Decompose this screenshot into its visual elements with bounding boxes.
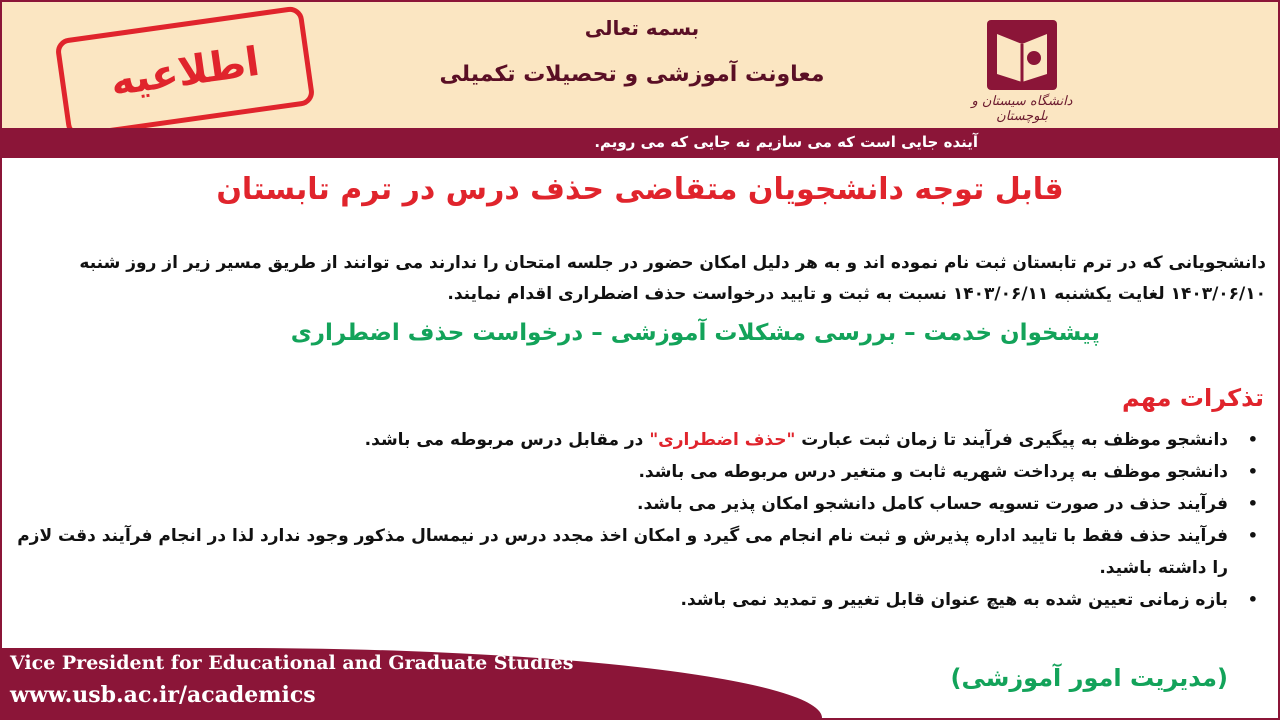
vice-title: معاونت آموزشی و تحصیلات تکمیلی <box>439 62 825 87</box>
service-path: پیشخوان خدمت – بررسی مشکلات آموزشی – درخواست حذف اضطراری <box>290 320 1100 346</box>
note-item <box>14 424 1258 456</box>
note-text: فرآیند حذف در صورت تسویه حساب کامل دانشجو امکان پذیر می باشد. <box>636 494 1228 514</box>
note-text: فرآیند حذف فقط با تایید اداره پذیرش و ثبت نام انجام می گیرد و امکان اخذ مجدد درس در نیمسال مذکور وجود ندارد لذا در انجام فرآیند دقت لازم را داشته باشید. <box>17 526 1228 578</box>
bullet-icon: • <box>1247 494 1258 513</box>
bullet-icon: • <box>1247 430 1258 449</box>
notice-stamp: اطلاعیه <box>54 5 315 139</box>
notice-title: قابل توجه دانشجویان متقاضی حذف درس در ترم تابستان <box>216 172 1064 207</box>
note-text: بازه زمانی تعیین شده به هیچ عنوان قابل تغییر و تمدید نمی باشد. <box>680 590 1228 610</box>
footer-management: (مدیریت امور آموزشی) <box>950 664 1228 692</box>
bullet-icon: • <box>1247 462 1258 481</box>
basmala: بسمه تعالی <box>584 16 700 40</box>
note-item <box>14 456 1258 488</box>
footer-url-link[interactable]: www.usb.ac.ir/academics <box>10 682 316 708</box>
note-highlight: "حذف اضطراری" <box>649 430 796 450</box>
footer-english-title: Vice President for Educational and Graduate Studies <box>10 652 574 674</box>
bullet-icon: • <box>1247 590 1258 609</box>
note-item <box>14 520 1258 584</box>
notice-paragraph: دانشجویانی که در ترم تابستان ثبت نام نموده اند و به هر دلیل امکان حضور در جلسه امتحان را ندارند می توانند از طریق مسیر زیر از روز شنبه ۱۴۰۳/۰۶/۱۰ لغایت یکشنبه ۱۴۰۳/۰۶/۱۱ نسبت به ثبت و تایید درخواست حذف اضطراری اقدام نمایند. <box>79 253 1266 304</box>
header <box>2 2 1278 128</box>
note-item <box>14 488 1258 520</box>
notes-title: تذکرات مهم <box>1122 384 1264 412</box>
slogan-bar <box>2 128 1278 158</box>
bullet-icon: • <box>1247 526 1258 545</box>
footer <box>2 648 1278 718</box>
slogan-text: آینده جایی است که می سازیم نه جایی که می رویم. <box>594 133 978 151</box>
logo-caption: دانشگاه سیستان و بلوچستان <box>971 94 1073 124</box>
footer-band <box>2 648 822 718</box>
notes-list <box>14 424 1266 616</box>
note-text: دانشجو موظف به پیگیری فرآیند تا زمان ثبت عبارت <box>795 430 1228 450</box>
note-item <box>14 584 1258 616</box>
note-text-after: در مقابل درس مربوطه می باشد. <box>364 430 650 450</box>
note-text: دانشجو موظف به پرداخت شهریه ثابت و متغیر درس مربوطه می باشد. <box>638 462 1228 482</box>
